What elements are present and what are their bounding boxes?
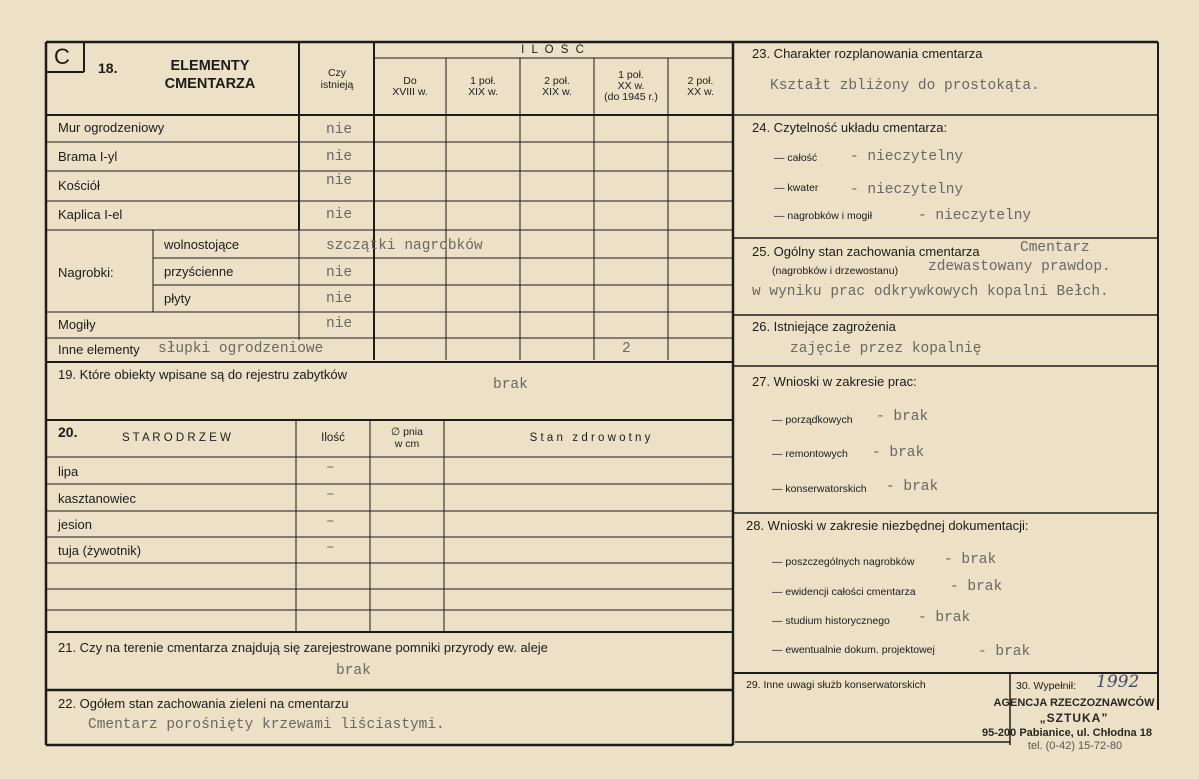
row-label: Kaplica I-el xyxy=(58,207,123,222)
nagrobki-type-label: wolnostojące xyxy=(164,237,240,252)
section-25-sublabel: (nagrobków i drzewostanu) xyxy=(772,265,899,277)
works-item-value: - brak xyxy=(876,409,929,425)
section-28-label: 28. Wnioski w zakresie niezbędnej dokumentacji: xyxy=(746,518,1029,533)
tree-name: kasztanowiec xyxy=(58,491,137,506)
tree-qty: – xyxy=(326,460,335,476)
row-label: Kościół xyxy=(58,178,100,193)
nagrobki-type-label: przyścienne xyxy=(164,264,234,279)
readability-item-value: - nieczytelny xyxy=(850,149,964,165)
nagrobki-type-value: nie xyxy=(326,291,353,307)
documentation-item-value: - brak xyxy=(944,552,997,568)
inne-elementy-label: Inne elementy xyxy=(58,342,140,357)
tree-name: tuja (żywotnik) xyxy=(58,543,142,558)
section-25-line2: zdewastowany prawdop. xyxy=(928,259,1111,275)
tree-name: jesion xyxy=(58,517,92,532)
period-header: Do XVIII w. xyxy=(392,75,428,98)
period-header: 2 poł. XIX w. xyxy=(542,75,572,98)
documentation-item-value: - brak xyxy=(918,610,971,626)
section-18-title-line2: CMENTARZA xyxy=(164,76,256,92)
works-item-label: — porządkowych xyxy=(772,414,853,426)
readability-item-value: - nieczytelny xyxy=(850,182,964,198)
pnia-column-header: ∅ pnia w cm xyxy=(391,426,423,450)
section-23-value: Kształt zbliżony do prostokąta. xyxy=(770,78,1040,94)
section-26-label: 26. Istniejące zagrożenia xyxy=(752,319,896,334)
readability-item-value: - nieczytelny xyxy=(918,208,1032,224)
row-label: Mur ogrodzeniowy xyxy=(58,120,165,135)
section-27-label: 27. Wnioski w zakresie prac: xyxy=(752,374,917,389)
czy-istnieja-header: Czy istnieją xyxy=(320,67,354,91)
section-25-line3: w wyniku prac odkrywkowych kopalni Bełch. xyxy=(752,284,1109,300)
period-header: 1 poł. XX w. (do 1945 r.) xyxy=(604,69,658,103)
documentation-item-label: — ewidencji całości cmentarza xyxy=(772,586,916,598)
stamp-name: „SZTUKA” xyxy=(1039,711,1109,725)
works-item-value: - brak xyxy=(872,445,925,461)
documentation-item-label: — poszczególnych nagrobków xyxy=(772,556,915,568)
stan-column-header: S t a n z d r o w o t n y xyxy=(529,432,651,444)
ilosc-column-header: Ilość xyxy=(321,432,345,444)
row-value: nie xyxy=(326,173,353,189)
readability-item-label: — nagrobków i mogił xyxy=(774,210,873,222)
row-value: nie xyxy=(326,122,353,138)
section-19-value: brak xyxy=(493,377,528,393)
documentation-item-value: - brak xyxy=(950,579,1003,595)
section-29-label: 29. Inne uwagi służb konserwatorskich xyxy=(746,679,926,691)
section-18-number: 18. xyxy=(98,60,118,76)
section-19-label: 19. Które obiekty wpisane są do rejestru zabytków xyxy=(58,367,348,382)
section-21-value: brak xyxy=(336,663,371,679)
inne-elementy-value: słupki ogrodzeniowe xyxy=(158,341,324,357)
documentation-item-label: — ewentualnie dokum. projektowej xyxy=(772,644,935,656)
period-header: 2 poł. XX w. xyxy=(687,75,714,98)
mogily-label: Mogiły xyxy=(58,317,96,332)
stamp-address: 95-200 Pabianice, ul. Chłodna 18 xyxy=(982,727,1152,739)
inne-elementy-qty: 2 xyxy=(622,341,631,357)
works-item-label: — remontowych xyxy=(772,448,848,460)
tree-name: lipa xyxy=(58,464,79,479)
works-item-label: — konserwatorskich xyxy=(772,483,867,495)
section-25-label: 25. Ogólny stan zachowania cmentarza xyxy=(752,244,980,259)
nagrobki-type-value: nie xyxy=(326,265,353,281)
section-18-title-line1: ELEMENTY xyxy=(170,58,250,74)
row-value: nie xyxy=(326,207,353,223)
section-21-label: 21. Czy na terenie cmentarza znajdują się zarejestrowane pomniki przyrody ew. aleje xyxy=(58,640,548,655)
tree-qty: – xyxy=(326,487,335,503)
section-30-label: 30. Wypełnił: xyxy=(1016,680,1077,692)
section-26-value: zajęcie przez kopalnię xyxy=(790,341,982,357)
stamp-agency: AGENCJA RZECZOZNAWCÓW xyxy=(993,697,1155,709)
ilosc-header: I L O Ś Ć xyxy=(521,44,586,56)
documentation-item-label: — studium historycznego xyxy=(772,615,890,627)
nagrobki-type-label: płyty xyxy=(164,291,191,306)
section-24-label: 24. Czytelność układu cmentarza: xyxy=(752,120,948,135)
nagrobki-label: Nagrobki: xyxy=(58,265,114,280)
works-item-value: - brak xyxy=(886,479,939,495)
section-23-label: 23. Charakter rozplanowania cmentarza xyxy=(752,46,983,61)
row-label: Brama I-yl xyxy=(58,149,118,164)
period-header: 1 poł. XIX w. xyxy=(468,75,498,98)
corner-letter: C xyxy=(54,44,70,69)
section-22-label: 22. Ogółem stan zachowania zieleni na cmentarzu xyxy=(58,696,349,711)
documentation-item-value: - brak xyxy=(978,644,1031,660)
readability-item-label: — całość xyxy=(774,152,818,164)
mogily-value: nie xyxy=(326,316,353,332)
nagrobki-type-value: szczątki nagrobków xyxy=(326,238,483,254)
stamp-phone: tel. (0-42) 15-72-80 xyxy=(1027,740,1123,752)
handwritten-year: 1992 xyxy=(1096,672,1140,692)
section-22-value: Cmentarz porośnięty krzewami liściastymi. xyxy=(88,717,445,733)
readability-item-label: — kwater xyxy=(774,182,819,194)
row-value: nie xyxy=(326,149,353,165)
tree-qty: – xyxy=(326,514,335,530)
section-20-number: 20. xyxy=(58,424,78,440)
tree-qty: – xyxy=(326,540,335,556)
section-20-title: S T A R O D R Z E W xyxy=(122,432,231,444)
section-25-line1: Cmentarz xyxy=(1020,240,1090,256)
